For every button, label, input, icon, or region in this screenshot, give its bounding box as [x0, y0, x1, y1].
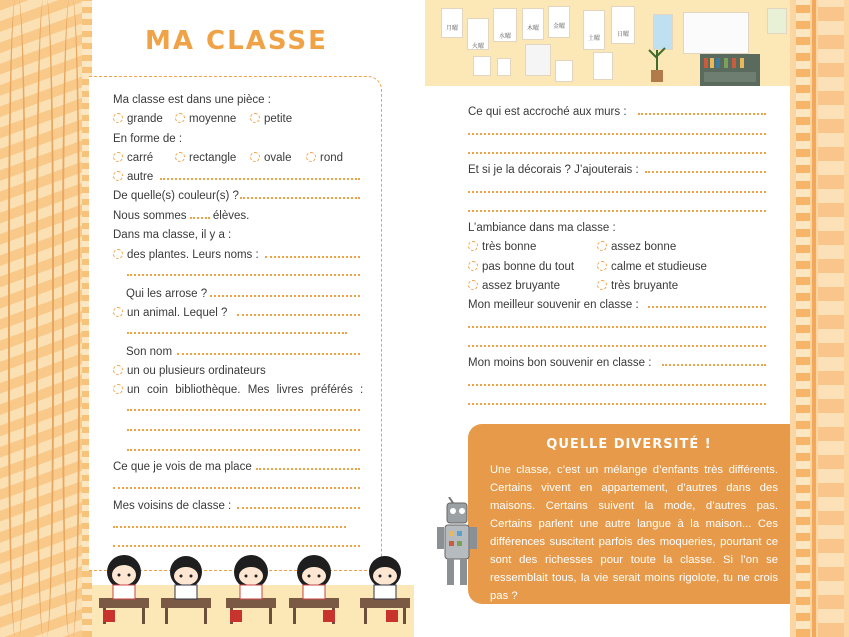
answer-line[interactable] — [127, 409, 360, 411]
option-label: très bruyante — [611, 280, 679, 292]
question-neighbors: Mes voisins de classe : — [113, 500, 232, 512]
question-name: Son nom — [126, 346, 173, 358]
radio-circle-icon[interactable] — [113, 152, 123, 162]
option-label: autre — [127, 171, 154, 183]
answer-line[interactable] — [468, 403, 766, 405]
answer-line[interactable] — [113, 545, 360, 547]
radio-circle-icon[interactable] — [113, 307, 123, 317]
card-label: 金曜 — [552, 24, 565, 30]
option-label: assez bonne — [611, 241, 677, 253]
option-label: carré — [127, 152, 154, 164]
answer-line[interactable] — [240, 197, 360, 199]
answer-line[interactable] — [127, 332, 347, 334]
question-best-memory: Mon meilleur souvenir en classe : — [468, 299, 639, 311]
option-label: des plantes. Leurs noms : — [127, 249, 259, 261]
wall-card — [467, 18, 489, 50]
info-title: QUELLE DIVERSITÉ ! — [546, 437, 712, 452]
wave-pattern — [62, 0, 80, 637]
plant-illustration — [643, 40, 671, 84]
wall-card — [493, 8, 517, 42]
option-library[interactable] — [113, 384, 363, 396]
radio-circle-icon[interactable] — [597, 280, 607, 290]
size-option[interactable] — [113, 113, 163, 125]
option-label: ovale — [264, 152, 292, 164]
stripe-band — [796, 0, 810, 637]
answer-line[interactable] — [237, 314, 360, 316]
radio-circle-icon[interactable] — [113, 365, 123, 375]
question-view: Ce que je vois de ma place — [113, 461, 252, 473]
radio-circle-icon[interactable] — [468, 261, 478, 271]
option-label: un ou plusieurs ordinateurs — [127, 365, 266, 377]
radio-circle-icon[interactable] — [597, 241, 607, 251]
answer-line[interactable] — [190, 211, 210, 219]
bookshelf-illustration — [700, 50, 765, 86]
student-illustration — [157, 552, 215, 628]
mood-option[interactable] — [597, 241, 676, 253]
option-label: un animal. Lequel ? — [127, 307, 228, 319]
robot-illustration — [435, 497, 480, 589]
question-mood: L’ambiance dans ma classe : — [468, 222, 616, 234]
answer-line[interactable] — [177, 353, 360, 355]
page-title: MA CLASSE — [145, 26, 328, 56]
question-text: Nous sommes — [113, 210, 187, 222]
wall-card — [441, 8, 463, 38]
option-label: pas bonne du tout — [482, 261, 575, 273]
option-plants[interactable] — [113, 249, 259, 261]
mood-option[interactable] — [468, 261, 574, 273]
alphabet-chart — [683, 12, 749, 54]
option-label: assez bruyante — [482, 280, 560, 292]
card-label: 火曜 — [471, 44, 484, 50]
wave-pattern — [36, 0, 54, 637]
right-decorative-border — [790, 0, 849, 637]
question-colors: De quelle(s) couleur(s) ? — [113, 190, 239, 202]
info-text: Une classe, c’est un mélange d’enfants très différents. Certains vivent en appartement, d’autres dans des maisons. Certains suivent la mode, d’autres pas. Certains parlent une autre langue à la maison... Ces différences suscitent parfois des moqueries, pourtant ce sont des richesses pour toute la classe. Si l’on se ressemblait tous, la vie serait moins rigolote, tu ne crois pas ? — [490, 464, 778, 602]
question-walls: Ce qui est accroché aux murs : — [468, 106, 627, 118]
mood-option[interactable] — [468, 241, 536, 253]
answer-line[interactable] — [127, 429, 360, 431]
radio-circle-icon[interactable] — [306, 152, 316, 162]
shape-option[interactable] — [306, 152, 343, 164]
shape-option[interactable] — [113, 171, 153, 183]
poster — [497, 58, 511, 76]
question-shape: En forme de : — [113, 133, 183, 145]
poster — [525, 44, 551, 76]
answer-line[interactable] — [256, 468, 360, 470]
radio-circle-icon[interactable] — [250, 152, 260, 162]
answer-line[interactable] — [468, 191, 766, 193]
answer-line[interactable] — [638, 113, 766, 115]
option-label: calme et studieuse — [611, 261, 707, 273]
answer-line[interactable] — [113, 526, 346, 528]
size-option[interactable] — [175, 113, 236, 125]
card-label: 水曜 — [498, 34, 511, 40]
answer-line[interactable] — [648, 306, 766, 308]
radio-circle-icon[interactable] — [175, 113, 185, 123]
question-decorate: Et si je la décorais ? J’ajouterais : — [468, 164, 639, 176]
option-label: un coin bibliothèque. Mes livres préférés : — [127, 384, 364, 396]
student-illustration — [356, 552, 414, 628]
question-waters: Qui les arrose ? — [126, 288, 208, 300]
answer-line[interactable] — [265, 256, 360, 258]
shape-option[interactable] — [113, 152, 153, 164]
card-label: 月曜 — [445, 26, 458, 32]
question-students — [113, 210, 249, 222]
wall-card — [548, 6, 570, 38]
poster — [555, 60, 573, 82]
wall-card — [522, 8, 544, 40]
answer-line[interactable] — [468, 152, 766, 154]
mood-option[interactable] — [597, 280, 678, 292]
poster — [767, 8, 787, 34]
option-computers[interactable] — [113, 365, 266, 377]
card-label: 木曜 — [526, 26, 539, 32]
answer-line[interactable] — [160, 178, 360, 180]
shape-option[interactable] — [250, 152, 292, 164]
radio-circle-icon[interactable] — [175, 152, 185, 162]
question-text: élèves. — [212, 210, 250, 222]
radio-circle-icon[interactable] — [113, 249, 123, 259]
option-label: rectangle — [189, 152, 237, 164]
question-worst-memory: Mon moins bon souvenir en classe : — [468, 357, 652, 369]
wave-pattern — [8, 0, 26, 637]
card-label: 土曜 — [587, 36, 600, 42]
radio-circle-icon[interactable] — [113, 171, 123, 181]
answer-line[interactable] — [237, 507, 360, 509]
question-in-class: Dans ma classe, il y a : — [113, 229, 232, 241]
answer-line[interactable] — [645, 171, 766, 173]
option-label: rond — [320, 152, 344, 164]
classroom-wall-illustration — [425, 0, 790, 86]
answer-line[interactable] — [127, 274, 360, 276]
poster — [473, 56, 491, 76]
mood-option[interactable] — [468, 280, 560, 292]
card-label: 日曜 — [616, 32, 629, 38]
option-label: petite — [264, 113, 293, 125]
questionnaire-panel — [89, 76, 382, 571]
answer-line[interactable] — [210, 295, 360, 297]
mood-option[interactable] — [597, 261, 707, 273]
student-illustration — [285, 552, 343, 628]
info-box — [468, 424, 790, 604]
option-label: très bonne — [482, 241, 537, 253]
radio-circle-icon[interactable] — [468, 241, 478, 251]
answer-line[interactable] — [662, 364, 766, 366]
answer-line[interactable] — [468, 384, 766, 386]
radio-circle-icon[interactable] — [468, 280, 478, 290]
answer-line[interactable] — [127, 449, 360, 451]
radio-circle-icon[interactable] — [250, 113, 260, 123]
wall-card — [611, 6, 635, 44]
stripe-band — [812, 0, 816, 637]
answer-line[interactable] — [468, 210, 766, 212]
answer-line[interactable] — [468, 345, 766, 347]
radio-circle-icon[interactable] — [113, 113, 123, 123]
poster — [593, 52, 613, 80]
answer-line[interactable] — [113, 487, 360, 489]
option-label: moyenne — [189, 113, 237, 125]
radio-circle-icon[interactable] — [113, 384, 123, 394]
wall-card — [583, 10, 605, 50]
option-animal[interactable] — [113, 307, 227, 319]
option-label: grande — [127, 113, 163, 125]
stripe-band — [818, 0, 844, 637]
shape-option[interactable] — [175, 152, 236, 164]
question-room: Ma classe est dans une pièce : — [113, 94, 271, 106]
radio-circle-icon[interactable] — [597, 261, 607, 271]
student-illustration — [222, 552, 280, 628]
student-illustration — [95, 552, 153, 628]
size-option[interactable] — [250, 113, 292, 125]
answer-line[interactable] — [468, 133, 766, 135]
left-decorative-border — [0, 0, 92, 637]
answer-line[interactable] — [468, 326, 766, 328]
